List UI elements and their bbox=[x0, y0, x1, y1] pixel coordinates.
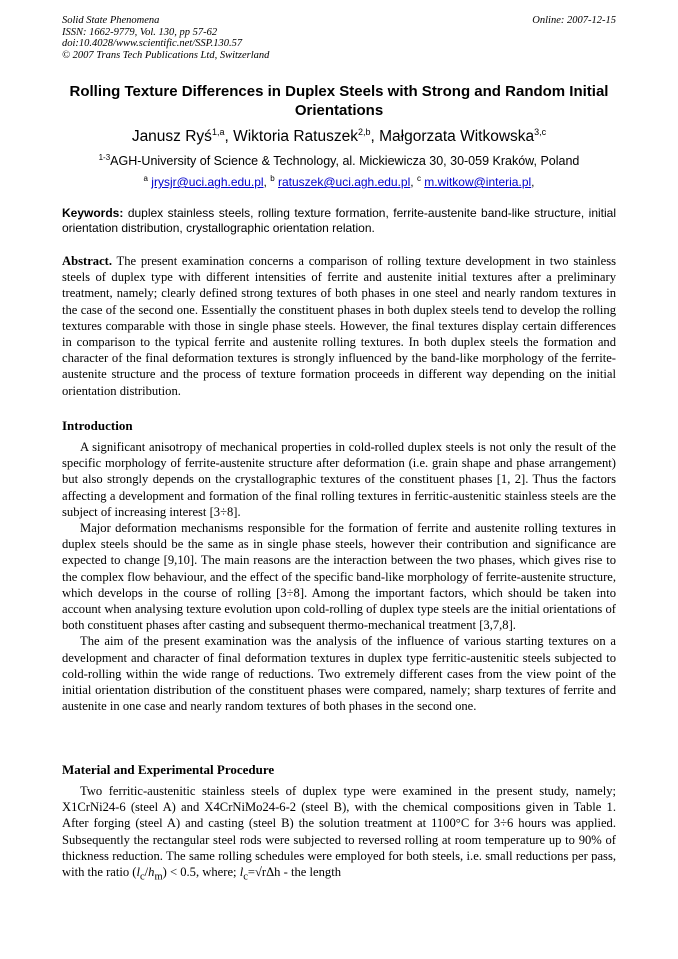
affiliation-text: AGH-University of Science & Technology, al. Mickiewicza 30, 30-059 Kraków, Poland bbox=[110, 154, 580, 169]
journal-name: Solid State Phenomena bbox=[62, 15, 160, 26]
author-sup: 3,c bbox=[534, 127, 547, 137]
keywords bbox=[62, 206, 616, 236]
formula-expression: =√rΔh bbox=[247, 865, 281, 880]
doi: doi:10.4028/www.scientific.net/SSP.130.57 bbox=[62, 38, 243, 49]
paragraph: The aim of the present examination was the analysis of the influence of various starting textures on a development and character of final deformation textures in duplex type ferritic-austenitic steels subjected to cold-rolling within the wide range of reductions. Two extremely different cases from the view point of the initial orientation distribution of the constituent phases were compared, namely; sharp textures of ferrite and austenite in one case and nearly random textures of both phases in the second one. bbox=[62, 634, 616, 714]
formula-symbol: l bbox=[239, 865, 244, 880]
author-sup: 1,a bbox=[211, 127, 225, 137]
ratio-line-start: both steels, i.e. small reductions per pass, with the ratio ( bbox=[62, 848, 616, 880]
email-link[interactable]: ratuszek@uci.agh.edu.pl bbox=[278, 175, 411, 189]
paragraph: Two ferritic-austenitic stainless steels of duplex type were examined in the present study, namely; X1CrNi24-6 (steel A) and X4CrNiMo24-6-2 (steel B), with the chemical compositions given in Table 1. After forging (steel A) and casting (steel B) the solution treatment at 1100°C for 3÷6 hours was applied. Subsequently the rectangular steel rods were subjected to reversed rolling at room temperature up to 90% of thickness reduction. The same rolling schedules were employed for both steels, i.e. small reductions per pass, with the ratio $(l_c/h_m) < 0.5$, where; $l_c=√r\Delta h$ - the length bbox=[62, 784, 616, 883]
abstract-label: Abstract. bbox=[62, 254, 113, 268]
abstract-text: The present examination concerns a comparison of rolling texture development in two stainless steels of duplex type with different intensities of ferrite and austenite initial textures after a preliminary treatment, namely; clearly defined strong textures of both phases in one steel and nearly random textures in the case of the second one. Essentially the constituent phases in both duplex steels tend to develop the rolling textures comparable with those in single phase steels. However, the final textures display certain differences in comparison to the typical ferrite and austenite rolling textures. In both duplex steels the formation and character of the final deformation textures is strongly influenced by the band-like morphology of the ferrite-austenite structure and the process of texture formation proceeds in different way depending on the initial orientation distribution. bbox=[62, 254, 617, 398]
hm-sub: m bbox=[154, 871, 163, 883]
formula-sub: c bbox=[243, 871, 248, 883]
author-list: Janusz Ryś$^{1,a}$, Wiktoria Ratuszek$^{2,b}$, Małgorzata Witkowska$^{3,c}$ bbox=[131, 127, 547, 146]
email-sup: b bbox=[270, 174, 275, 183]
email-link[interactable]: m.witkow@interia.pl bbox=[424, 175, 532, 189]
keywords-label: Keywords: bbox=[62, 206, 124, 220]
keywords-text: duplex stainless steels, rolling texture formation, ferrite-austenite band-like structure, initial orientation distribution, crystallographic orientation relation. bbox=[62, 206, 616, 235]
materials-heading: Material and Experimental Procedure bbox=[62, 762, 275, 777]
affiliation bbox=[62, 150, 616, 169]
author-name: Wiktoria Ratuszek bbox=[233, 128, 358, 146]
abstract bbox=[62, 253, 616, 399]
paragraph: Major deformation mechanisms responsible for the formation of ferrite and austenite rolling textures in duplex steels should be the same as in single phase steels, however their contribution and significance are expected to change [9,10]. The main reasons are the interaction between the two phases, which gives rise to the complex flow behaviour, and the effect of the specific band-like morphology of ferrite-austenite structure, which develops in the course of rolling [3÷8]. Among the important factors, which should be taken into account when analysing texture evolution upon cold-rolling of duplex type steels are the initial orientations of both constituent phases after casting and subsequent thermo-mechanical treatment [3,7,8]. bbox=[62, 521, 616, 633]
ratio-tail: ) < 0.5, where; bbox=[162, 865, 237, 880]
lc-sub: c bbox=[140, 871, 145, 883]
hm-symbol: h bbox=[148, 865, 155, 880]
ratio-line-end: - the length bbox=[283, 865, 341, 880]
copyright: © 2007 Trans Tech Publications Ltd, Switzerland bbox=[62, 49, 270, 61]
online-date: Online: 2007-12-15 bbox=[532, 15, 616, 26]
email-link[interactable]: jrysjr@uci.agh.edu.pl bbox=[151, 175, 264, 189]
author-name: Małgorzata Witkowska bbox=[379, 128, 535, 146]
email-sup: c bbox=[416, 174, 421, 183]
email-sup: a bbox=[143, 174, 148, 183]
paragraph: A significant anisotropy of mechanical properties in cold-rolled duplex steels is not only the result of the specific morphology of ferrite-austenite structure after deformation (i.e. grain shape and phase arrangement) but also strongly depends on the crystallographic textures of the constituent phases [1, 2]. Thus the factors affecting a development and formation of the final rolling textures in ferritic-austenitic stainless steels are the subject of increasing interest [3÷8]. bbox=[62, 440, 616, 519]
introduction-heading: Introduction bbox=[62, 418, 133, 433]
author-name: Janusz Ryś bbox=[131, 128, 212, 146]
issn-volume: ISSN: 1662-9779, Vol. 130, pp 57-62 bbox=[62, 26, 218, 38]
introduction-body bbox=[62, 439, 616, 714]
lc-symbol: l bbox=[136, 865, 140, 880]
paper-title: Rolling Texture Differences in Duplex Steels with Strong and Random Initial Orientations bbox=[69, 83, 609, 119]
materials-body bbox=[62, 783, 616, 886]
email-list: $^a$ jrysjr@uci.agh.edu.pl, $^b$ ratuszek@uci.agh.edu.pl, $^c$ m.witkow@interia.pl, bbox=[143, 174, 535, 189]
paragraph-text: Two ferritic-austenitic stainless steels of duplex type were examined in the present study, namely; X1CrNi24-6 (steel A) and X4CrNiMo24-6-2 (steel B), with the chemical compositions given in Table 1. After forging (steel A) and casting (steel B) the solution treatment at 1100°C for 3÷6 hours was applied. Subsequently the rectangular steel rods were subjected to reversed rolling at room temperature up to 90% of thickness reduction. The same rolling schedules were employed for bbox=[62, 784, 616, 863]
affiliation-sup: 1-3 bbox=[98, 153, 111, 162]
journal-header bbox=[62, 15, 616, 61]
author-sup: 2,b bbox=[357, 127, 371, 137]
